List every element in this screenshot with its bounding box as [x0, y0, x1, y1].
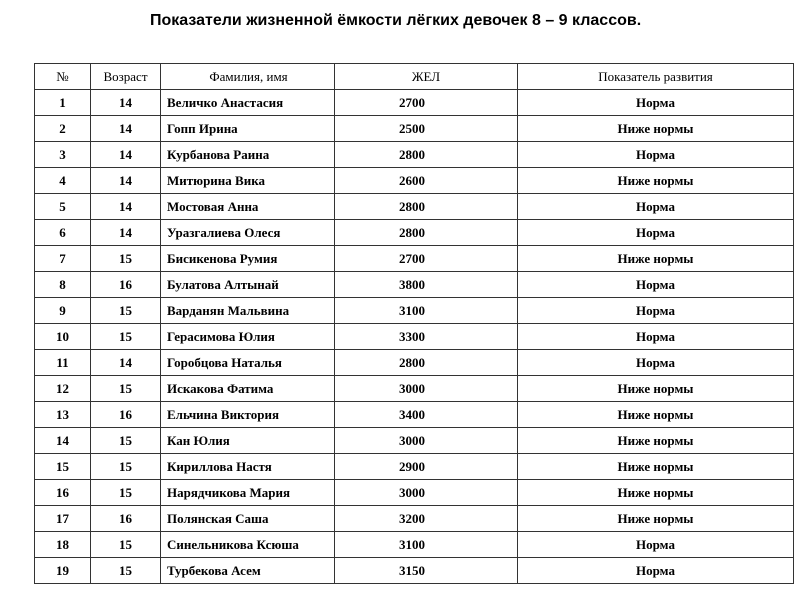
cell-zhel: 2900	[335, 454, 518, 480]
cell-status: Норма	[518, 90, 794, 116]
cell-age: 15	[91, 246, 161, 272]
cell-name: Уразгалиева Олеся	[161, 220, 335, 246]
cell-number: 8	[35, 272, 91, 298]
cell-zhel: 3200	[335, 506, 518, 532]
table-row	[35, 324, 794, 350]
table-row	[35, 142, 794, 168]
cell-zhel: 2600	[335, 168, 518, 194]
table-header-row	[35, 64, 794, 90]
table-row	[35, 480, 794, 506]
cell-name: Ельчина Виктория	[161, 402, 335, 428]
table-row	[35, 506, 794, 532]
cell-name: Мостовая Анна	[161, 194, 335, 220]
cell-name: Митюрина Вика	[161, 168, 335, 194]
cell-age: 16	[91, 272, 161, 298]
cell-age: 15	[91, 324, 161, 350]
table-row	[35, 350, 794, 376]
cell-number: 19	[35, 558, 91, 584]
cell-name: Горобцова Наталья	[161, 350, 335, 376]
cell-status: Норма	[518, 298, 794, 324]
cell-zhel: 3000	[335, 480, 518, 506]
cell-zhel: 2500	[335, 116, 518, 142]
page-title: Показатели жизненной ёмкости лёгких девочек 8 – 9 классов.	[150, 12, 642, 29]
table-row	[35, 90, 794, 116]
table-row	[35, 272, 794, 298]
table-row	[35, 454, 794, 480]
cell-age: 14	[91, 220, 161, 246]
cell-zhel: 2800	[335, 350, 518, 376]
table-row	[35, 116, 794, 142]
table-row	[35, 298, 794, 324]
cell-name: Турбекова Асем	[161, 558, 335, 584]
cell-age: 14	[91, 142, 161, 168]
cell-number: 11	[35, 350, 91, 376]
cell-status: Ниже нормы	[518, 454, 794, 480]
cell-name: Герасимова Юлия	[161, 324, 335, 350]
cell-status: Норма	[518, 324, 794, 350]
cell-age: 15	[91, 298, 161, 324]
table-row	[35, 376, 794, 402]
cell-age: 14	[91, 194, 161, 220]
cell-status: Норма	[518, 220, 794, 246]
cell-zhel: 3100	[335, 532, 518, 558]
cell-age: 15	[91, 454, 161, 480]
cell-status: Норма	[518, 558, 794, 584]
cell-number: 13	[35, 402, 91, 428]
cell-name: Булатова Алтынай	[161, 272, 335, 298]
cell-number: 12	[35, 376, 91, 402]
cell-number: 3	[35, 142, 91, 168]
cell-status: Ниже нормы	[518, 168, 794, 194]
header-number: №	[35, 64, 91, 90]
cell-status: Ниже нормы	[518, 402, 794, 428]
cell-zhel: 3000	[335, 376, 518, 402]
cell-number: 2	[35, 116, 91, 142]
cell-zhel: 2800	[335, 194, 518, 220]
cell-zhel: 3000	[335, 428, 518, 454]
table-row	[35, 428, 794, 454]
cell-zhel: 3300	[335, 324, 518, 350]
cell-status: Ниже нормы	[518, 506, 794, 532]
cell-number: 6	[35, 220, 91, 246]
cell-number: 9	[35, 298, 91, 324]
cell-status: Ниже нормы	[518, 428, 794, 454]
cell-number: 7	[35, 246, 91, 272]
cell-name: Нарядчикова Мария	[161, 480, 335, 506]
cell-zhel: 2800	[335, 220, 518, 246]
cell-zhel: 2800	[335, 142, 518, 168]
cell-age: 15	[91, 558, 161, 584]
table-row	[35, 558, 794, 584]
cell-age: 15	[91, 428, 161, 454]
cell-zhel: 2700	[335, 246, 518, 272]
header-name: Фамилия, имя	[161, 64, 335, 90]
cell-number: 15	[35, 454, 91, 480]
cell-name: Искакова Фатима	[161, 376, 335, 402]
table-row	[35, 194, 794, 220]
cell-age: 15	[91, 532, 161, 558]
cell-age: 14	[91, 350, 161, 376]
cell-name: Гопп Ирина	[161, 116, 335, 142]
cell-age: 16	[91, 506, 161, 532]
cell-name: Курбанова Раина	[161, 142, 335, 168]
cell-age: 15	[91, 376, 161, 402]
cell-zhel: 3150	[335, 558, 518, 584]
cell-status: Ниже нормы	[518, 116, 794, 142]
cell-zhel: 3800	[335, 272, 518, 298]
cell-name: Варданян Мальвина	[161, 298, 335, 324]
header-status: Показатель развития	[518, 64, 794, 90]
cell-name: Величко Анастасия	[161, 90, 335, 116]
table-body	[35, 90, 794, 584]
table-row	[35, 246, 794, 272]
cell-name: Кан Юлия	[161, 428, 335, 454]
cell-zhel: 3400	[335, 402, 518, 428]
cell-age: 16	[91, 402, 161, 428]
cell-zhel: 3100	[335, 298, 518, 324]
cell-age: 14	[91, 90, 161, 116]
cell-number: 16	[35, 480, 91, 506]
table-row	[35, 168, 794, 194]
cell-status: Ниже нормы	[518, 480, 794, 506]
cell-name: Кириллова Настя	[161, 454, 335, 480]
cell-age: 14	[91, 168, 161, 194]
cell-name: Полянская Саша	[161, 506, 335, 532]
cell-number: 10	[35, 324, 91, 350]
cell-zhel: 2700	[335, 90, 518, 116]
cell-name: Синельникова Ксюша	[161, 532, 335, 558]
cell-status: Норма	[518, 272, 794, 298]
data-table	[34, 63, 794, 584]
cell-name: Бисикенова Румия	[161, 246, 335, 272]
cell-number: 17	[35, 506, 91, 532]
cell-status: Норма	[518, 142, 794, 168]
cell-number: 4	[35, 168, 91, 194]
table-row	[35, 220, 794, 246]
table-row	[35, 532, 794, 558]
cell-status: Норма	[518, 350, 794, 376]
cell-number: 1	[35, 90, 91, 116]
cell-age: 14	[91, 116, 161, 142]
cell-age: 15	[91, 480, 161, 506]
cell-status: Норма	[518, 194, 794, 220]
cell-number: 14	[35, 428, 91, 454]
cell-number: 18	[35, 532, 91, 558]
cell-status: Ниже нормы	[518, 246, 794, 272]
table-row	[35, 402, 794, 428]
header-age: Возраст	[91, 64, 161, 90]
cell-status: Норма	[518, 532, 794, 558]
cell-status: Ниже нормы	[518, 376, 794, 402]
cell-number: 5	[35, 194, 91, 220]
header-zhel: ЖЕЛ	[335, 64, 518, 90]
